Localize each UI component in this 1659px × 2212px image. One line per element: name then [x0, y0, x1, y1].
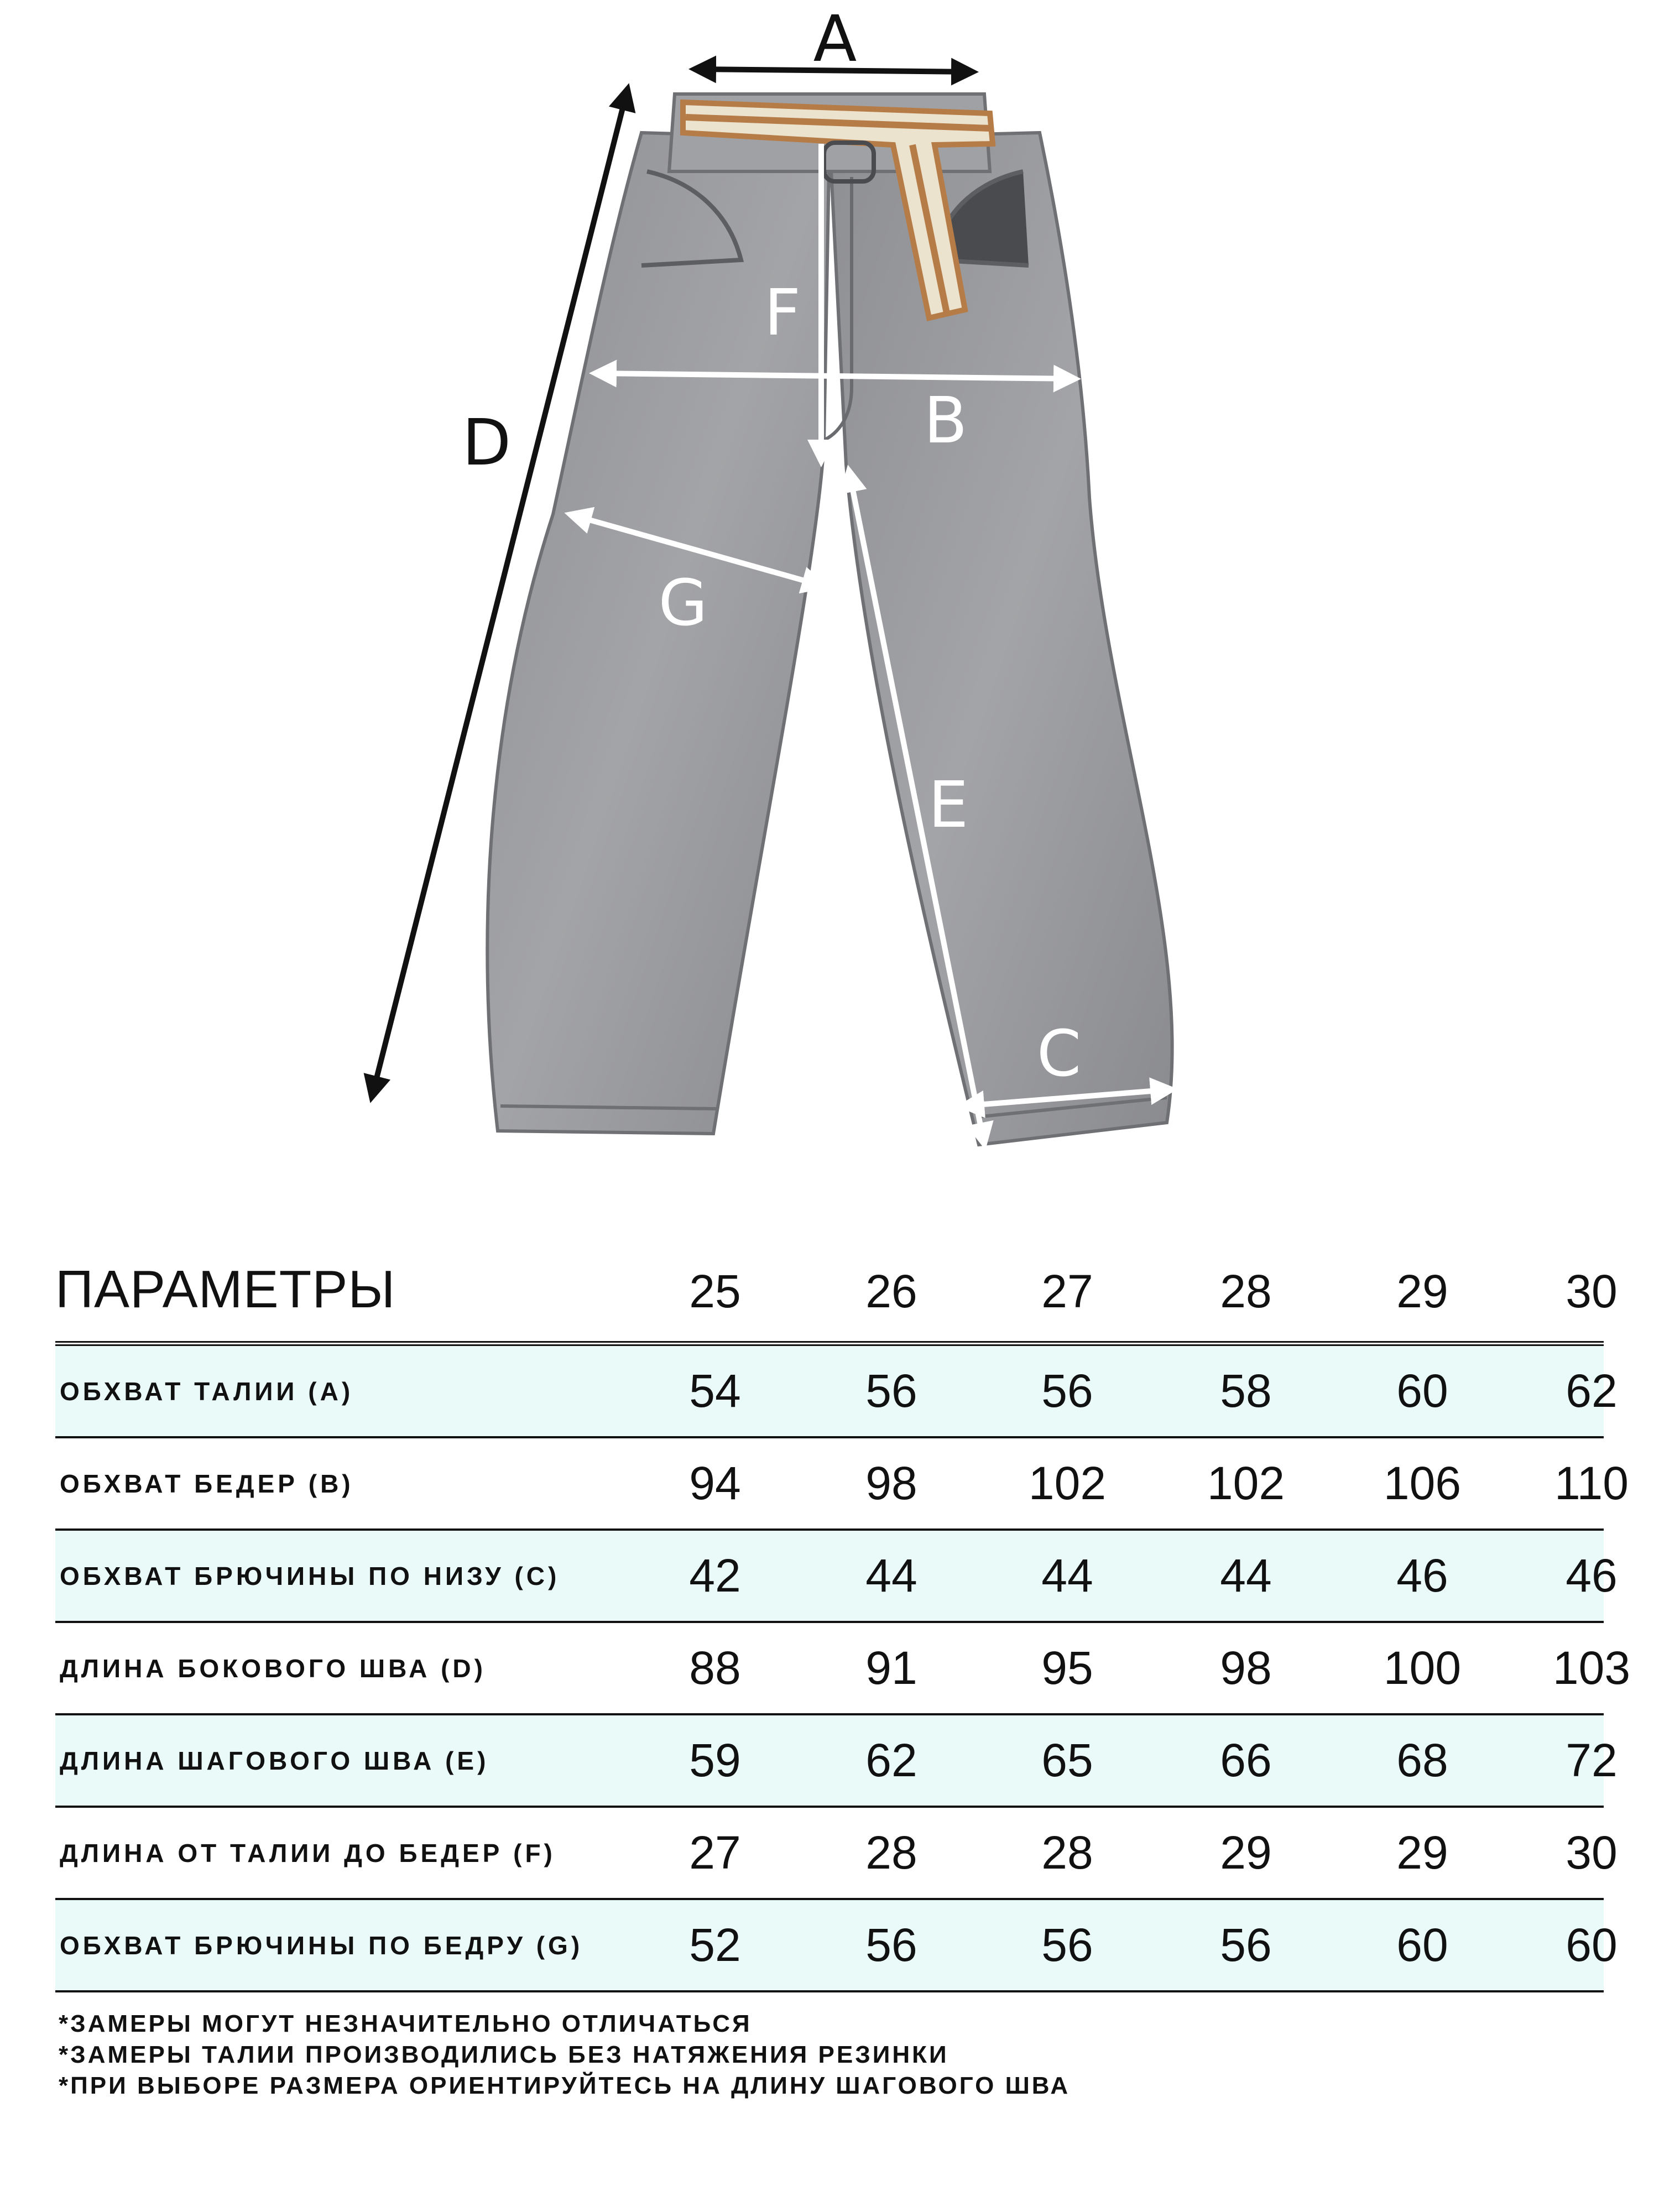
table-cell: 56 — [1041, 1919, 1093, 1971]
table-cell: 42 — [689, 1550, 741, 1601]
table-cell: 44 — [865, 1550, 917, 1601]
row-label: ДЛИНА БОКОВОГО ШВА (D) — [60, 1653, 486, 1683]
table-cell: 56 — [1220, 1919, 1272, 1971]
row-label: ОБХВАТ ТАЛИИ (A) — [60, 1376, 354, 1406]
size-header-25: 25 — [689, 1265, 741, 1317]
parameters-title: ПАРАМЕТРЫ — [55, 1260, 396, 1319]
table-row-thigh — [55, 1900, 1618, 1992]
jeans-illustration — [487, 94, 1172, 1145]
table-cell: 102 — [1028, 1457, 1107, 1509]
table-cell: 62 — [1566, 1365, 1618, 1417]
table-cell: 68 — [1396, 1734, 1448, 1786]
size-header-29: 29 — [1396, 1265, 1448, 1317]
table-cell: 98 — [865, 1457, 917, 1509]
table-cell: 59 — [689, 1734, 741, 1786]
table-cell: 94 — [689, 1457, 741, 1509]
label-e: E — [928, 768, 969, 842]
table-cell: 60 — [1396, 1919, 1448, 1971]
table-cell: 46 — [1566, 1550, 1618, 1601]
table-cell: 66 — [1220, 1734, 1272, 1786]
table-cell: 52 — [689, 1919, 741, 1971]
row-label: ДЛИНА ОТ ТАЛИИ ДО БЕДЕР (F) — [60, 1838, 556, 1867]
table-cell: 56 — [865, 1365, 917, 1417]
table-cell: 30 — [1566, 1827, 1618, 1879]
table-row-rise — [55, 1808, 1618, 1900]
label-a: A — [813, 2, 857, 76]
table-cell: 98 — [1220, 1642, 1272, 1694]
table-cell: 29 — [1220, 1827, 1272, 1879]
table-cell: 88 — [689, 1642, 741, 1694]
footnote-inseam: *ПРИ ВЫБОРЕ РАЗМЕРА ОРИЕНТИРУЙТЕСЬ НА ДЛИНУ ШАГОВОГО ШВА — [59, 2072, 1071, 2099]
label-f: F — [764, 276, 801, 350]
label-d: D — [462, 406, 512, 480]
table-cell: 60 — [1396, 1365, 1448, 1417]
table-cell: 56 — [865, 1919, 917, 1971]
table-row-hips — [55, 1438, 1629, 1531]
table-row-hem — [55, 1531, 1618, 1623]
table-cell: 29 — [1396, 1827, 1448, 1879]
label-b: B — [924, 384, 968, 458]
table-cell: 95 — [1041, 1642, 1093, 1694]
table-cell: 27 — [689, 1827, 741, 1879]
table-row-inseam — [55, 1715, 1618, 1808]
row-label: ОБХВАТ БЕДЕР (B) — [60, 1469, 354, 1498]
table-cell: 54 — [689, 1365, 741, 1417]
table-cell: 46 — [1396, 1550, 1448, 1601]
size-header-26: 26 — [865, 1265, 917, 1317]
table-cell: 65 — [1041, 1734, 1093, 1786]
table-cell: 28 — [865, 1827, 917, 1879]
table-cell: 102 — [1207, 1457, 1285, 1509]
label-c: C — [1036, 1017, 1082, 1091]
row-label: ОБХВАТ БРЮЧИНЫ ПО НИЗУ (C) — [60, 1561, 560, 1590]
table-cell: 58 — [1220, 1365, 1272, 1417]
table-cell: 72 — [1566, 1734, 1618, 1786]
size-header-30: 30 — [1566, 1265, 1618, 1317]
table-cell: 100 — [1383, 1642, 1462, 1694]
table-cell: 103 — [1552, 1642, 1631, 1694]
footnotes — [59, 2008, 1070, 2101]
size-header-27: 27 — [1041, 1265, 1093, 1317]
table-row-waist — [55, 1346, 1618, 1438]
table-cell: 110 — [1554, 1457, 1629, 1509]
table-cell: 56 — [1041, 1365, 1093, 1417]
row-label: ОБХВАТ БРЮЧИНЫ ПО БЕДРУ (G) — [60, 1931, 583, 1960]
table-row-side-seam — [55, 1623, 1631, 1715]
table-header — [55, 1255, 1618, 1346]
table-cell: 44 — [1220, 1550, 1272, 1601]
size-header-28: 28 — [1220, 1265, 1272, 1317]
label-g: G — [658, 566, 708, 640]
table-cell: 106 — [1383, 1457, 1462, 1509]
table-cell: 62 — [865, 1734, 917, 1786]
table-cell: 91 — [865, 1642, 917, 1694]
size-table — [55, 1255, 1631, 1992]
table-cell: 44 — [1041, 1550, 1093, 1601]
row-label: ДЛИНА ШАГОВОГО ШВА (E) — [60, 1746, 489, 1775]
footnote-waist: *ЗАМЕРЫ ТАЛИИ ПРОИЗВОДИЛИСЬ БЕЗ НАТЯЖЕНИЯ РЕЗИНКИ — [59, 2041, 949, 2068]
table-cell: 60 — [1566, 1919, 1618, 1971]
table-cell: 28 — [1041, 1827, 1093, 1879]
footnote-measurements: *ЗАМЕРЫ МОГУТ НЕЗНАЧИТЕЛЬНО ОТЛИЧАТЬСЯ — [59, 2010, 752, 2037]
